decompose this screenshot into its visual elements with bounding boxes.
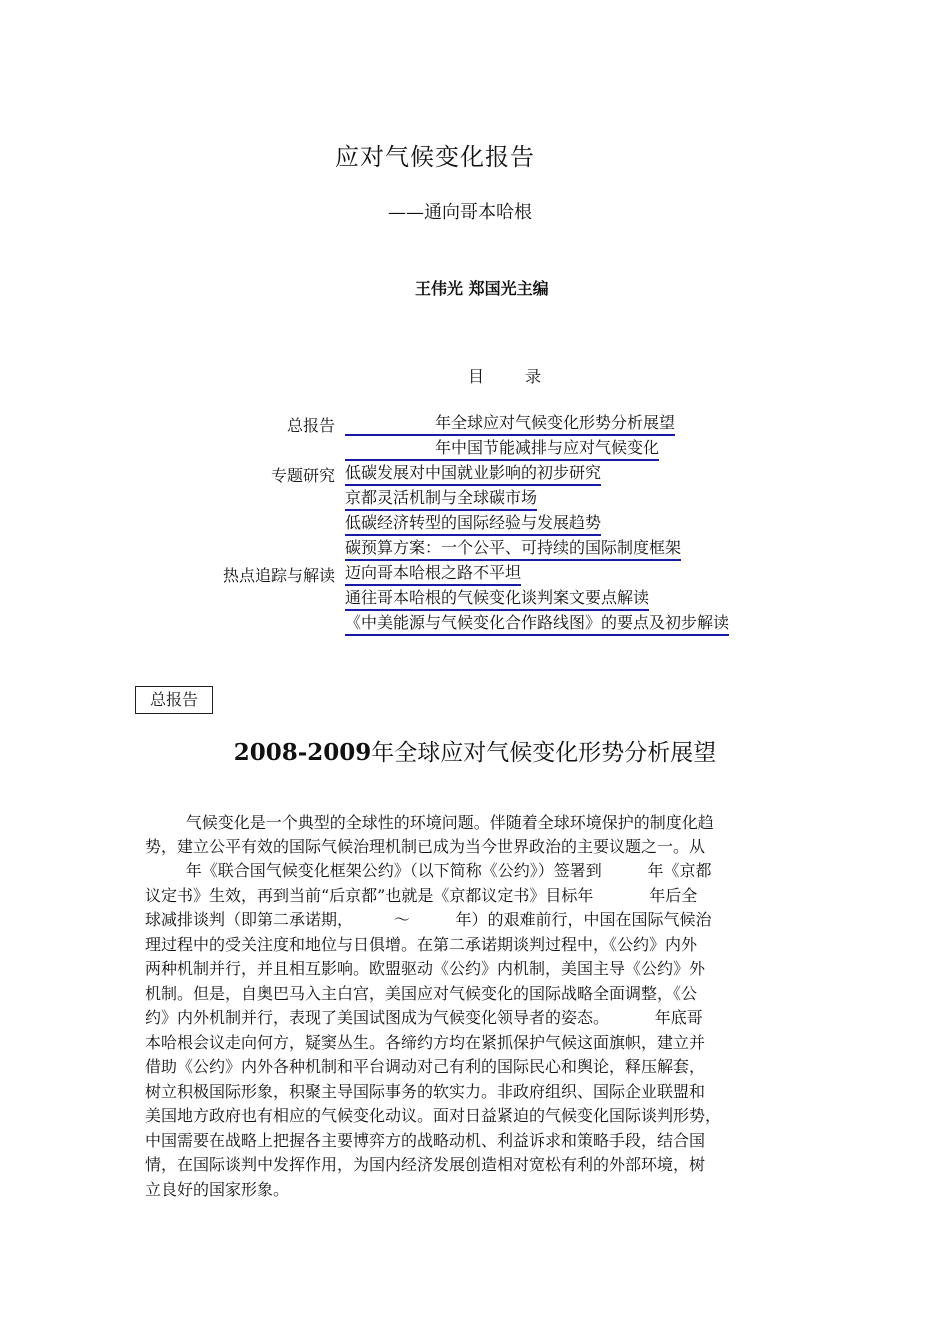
- article-title: [0, 734, 950, 767]
- body-line: 气候变化是一个典型的全球性的环境问题。伴随着全球环境保护的制度化趋: [145, 813, 714, 832]
- body-line: 两种机制并行，并且相互影响。欧盟驱动《公约》内机制，美国主导《公约》外: [145, 959, 706, 978]
- body-line: 约》内外机制并行，表现了美国试图成为气候变化领导者的姿态。 年底哥: [145, 1008, 703, 1027]
- article-title-years: 2008-2009: [233, 739, 372, 766]
- toc-link[interactable]: 年中国节能减排与应对气候变化: [345, 438, 659, 461]
- toc-link[interactable]: 低碳经济转型的国际经验与发展趋势: [345, 513, 601, 536]
- body-line: 美国地方政府也有相应的气候变化动议。面对日益紧迫的气候变化国际谈判形势，: [145, 1106, 722, 1125]
- body-line: 机制。但是，自奥巴马入主白宫，美国应对气候变化的国际战略全面调整，《公: [145, 984, 698, 1003]
- toc-link[interactable]: 《中美能源与气候变化合作路线图》的要点及初步解读: [345, 613, 729, 636]
- body-line: 树立积极国际形象，积聚主导国际事务的软实力。非政府组织、国际企业联盟和: [145, 1082, 706, 1101]
- toc-section-label: 专题研究: [270, 466, 335, 485]
- toc-link[interactable]: 迈向哥本哈根之路不平坦: [345, 563, 521, 586]
- body-line: 球减排谈判（即第二承诺期， ～ 年）的艰难前行，中国在国际气候治: [145, 910, 712, 929]
- body-line: 年《联合国气候变化框架公约》（以下简称《公约》）签署到 年《京都: [145, 861, 712, 880]
- body-line: 立良好的国家形象。: [145, 1180, 290, 1199]
- toc-heading: 目 录: [468, 367, 560, 386]
- section-label-box: 总报告: [135, 686, 213, 714]
- body-line: 议定书》生效，再到当前“后京都”也就是《京都议定书》目标年 年后全: [145, 886, 698, 905]
- toc-link[interactable]: 碳预算方案：一个公平、可持续的国际制度框架: [345, 538, 681, 561]
- body-line: 情，在国际谈判中发挥作用，为国内经济发展创造相对宽松有利的外部环境，树: [145, 1155, 706, 1174]
- body-line: 势，建立公平有效的国际气候治理机制已成为当今世界政治的主要议题之一。从: [145, 837, 706, 856]
- toc-link[interactable]: 低碳发展对中国就业影响的初步研究: [345, 463, 601, 486]
- book-title: 应对气候变化报告: [335, 143, 535, 171]
- body-line: 中国需要在战略上把握各主要博弈方的战略动机、利益诉求和策略手段，结合国: [145, 1131, 706, 1150]
- editors: 王伟光 郑国光主编: [415, 279, 549, 298]
- toc-link[interactable]: 年全球应对气候变化形势分析展望: [345, 413, 675, 436]
- book-subtitle: ——通向哥本哈根: [388, 202, 532, 223]
- body-line: 借助《公约》内外各种机制和平台调动对己有利的国际民心和舆论，释压解套，: [145, 1057, 706, 1076]
- body-line: 本哈根会议走向何方，疑窦丛生。各缔约方均在紧抓保护气候这面旗帜，建立并: [145, 1033, 706, 1052]
- toc-section-label: 总报告: [286, 416, 335, 435]
- body-line: 理过程中的受关注度和地位与日俱增。在第二承诺期谈判过程中，《公约》内外: [145, 935, 698, 954]
- toc-link[interactable]: 通往哥本哈根的气候变化谈判案文要点解读: [345, 588, 649, 611]
- toc-section-label: 热点追踪与解读: [222, 566, 335, 585]
- toc-link[interactable]: 京都灵活机制与全球碳市场: [345, 488, 537, 511]
- article-title-text: 年全球应对气候变化形势分析展望: [371, 740, 717, 766]
